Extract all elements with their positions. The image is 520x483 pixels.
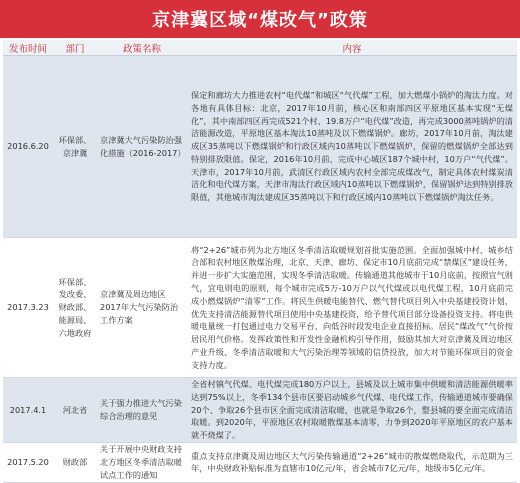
table-row	[3, 442, 517, 482]
row-content: 将“2+26”城市列为北方地区冬季清洁取暖规划首批实施范围。全面加强城中村、城乡结合部和农村地区散煤治理，北京、天津、廊坊、保定市10月底前完成“禁煤区”建设任务，并进一步扩大实施范围，实现冬季清洁取暖。传输通道其他城市于10月底前，按照宜气则气，宜电则电的原则，每个城市完成5万-10万户以气代煤或以电代煤工程，10月底前完成小燃煤锅炉“清零”工作。将民生供暖电能替代、燃气替代项目列入中央基建投资计划，优先支持清洁能源替代项目使用中央基建投资，给予替代项目部分设备投资支持。将电供暖电量统一打包通过电力交易平台，向低谷时段发电企业直接招标。居民“煤改气”气价按居民用气价格。发挥政策性和开发性金融机构引导作用，鼓励其加大对京津冀及周边地区产业升级、冬季清洁取暖和大气污染治理等领域的信贷投放，加大对节能环保项目的资金支持力度。	[187, 238, 517, 378]
table-row	[3, 238, 517, 378]
row-content: 重点支持京津冀及周边地区大气污染传输通道“2+26”城市的散煤燃烧取代，示范期为三年，中央财政补贴标准为直辖市10亿元/年，省会城市7亿元/年，地级市5亿元/年。	[187, 442, 517, 482]
table-row	[3, 56, 517, 238]
header-department: 部门	[53, 40, 97, 56]
row-policy-name: 关于强力推进大气污染综合治理的意见	[97, 378, 187, 443]
table-header-row	[3, 40, 517, 56]
header-content: 内容	[187, 40, 517, 56]
row-department: 环保部、京津冀	[53, 56, 97, 238]
row-content: 保定和廊坊大力推进农村“电代煤”和城区“气代煤”工程，加大燃煤小锅炉的淘汰力度。对各地有具体目标：北京，2017年10月前，核心区和南部四区平原地区基本实现“无煤化”，其中南部四区再完成521个村、19.8万户“电代煤”改造，再完成3000蒸吨锅炉的清洁能源改造，平原地区基本淘汰10蒸吨及以下燃煤锅炉。廊坊，2017年10月前，淘汰建成区35蒸吨以下燃煤锅炉和行政区域内10蒸吨以下燃煤锅炉，保留的燃煤锅炉全部达到特别排放限值。保定，2016年10月前，完成中心城区187个城中村，10万户“气代煤”。天津市，2017年10月前，武清区行政区域内农村全部完成煤改气，制定具体农村煤炭清洁化和电代煤方案，天津市淘汰行政区域内10蒸吨以下燃煤锅炉，保留锅炉达到特别排放限值，其他城市淘汰建成区35蒸吨以下和行政区域内10蒸吨以下燃煤锅炉淘汰任务。	[187, 56, 517, 238]
row-policy-name: 京津冀大气污染防治强化措施（2016-2017）	[97, 56, 187, 238]
table-row	[3, 378, 517, 443]
row-content: 全省村镇气代煤、电代煤完成180万户以上，县城及以上城市集中供暖和清洁能源供暖率达到75%以上，冬季134个县市区要启动城乡气代煤、电代煤工作，传输通道城市要确保20个、争取26个县市区全面完成清洁取暖，也就是争取26个，整县城的要全面完成清洁取暖。到2020年，平原地区农村取暖散煤基本清零，力争到2020年平原地区的农户基本就不烧煤了。	[187, 378, 517, 443]
row-department: 环保部、发改委、财政部、能源局、六地政府	[53, 238, 97, 378]
row-date: 2017.3.23	[3, 238, 53, 378]
row-date: 2017.5.20	[3, 442, 53, 482]
row-department: 财政部	[53, 442, 97, 482]
header-policy-name: 政策名称	[97, 40, 187, 56]
policy-table	[3, 40, 517, 483]
row-date: 2017.4.1	[3, 378, 53, 443]
row-date: 2016.6.20	[3, 56, 53, 238]
page-title: 京津冀区域“煤改气”政策	[0, 0, 520, 38]
header-date: 发布时间	[3, 40, 53, 56]
row-policy-name: 关于开展中央财政支持北方地区冬季清洁取暖试点工作的通知	[97, 442, 187, 482]
row-department: 河北省	[53, 378, 97, 443]
row-policy-name: 京津冀及周边地区2017年大气污染防治工作方案	[97, 238, 187, 378]
